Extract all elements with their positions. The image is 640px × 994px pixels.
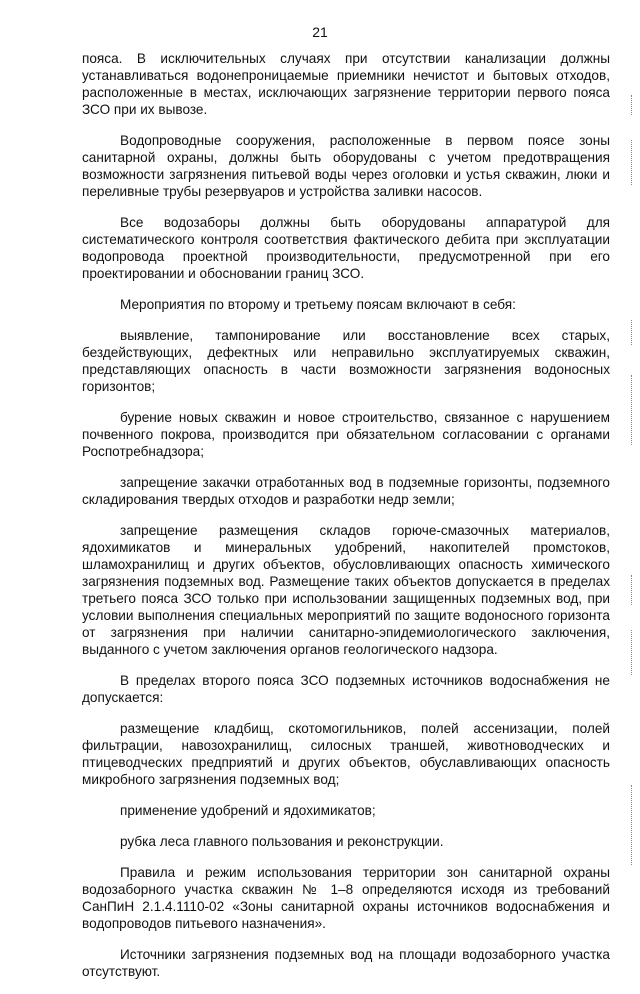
list-item: применение удобрений и ядохимикатов; xyxy=(120,803,376,818)
scan-artifact xyxy=(631,785,636,865)
paragraph: Водопроводные сооружения, расположенные в первом поясе зоны санитарной охраны, должны быть оборудованы с учетом предотвращения возможности загрязнения питьевой воды через оголовки и устья скважин, люки и переливные трубы резервуаров и устройства заливки насосов. xyxy=(82,133,610,199)
scan-artifact xyxy=(631,630,636,675)
page-number: 21 xyxy=(312,24,328,40)
scan-artifact xyxy=(631,95,636,115)
paragraph-continuation: пояса. В исключительных случаях при отсутствии канализации должны устанавливаться водонепроницаемые приемники нечистот и бытовых отходов, расположенные в местах, исключающих загрязнение территории первого пояса ЗСО при их вывозе. xyxy=(82,51,610,117)
scan-artifact xyxy=(631,575,636,605)
document-body xyxy=(82,50,610,994)
scan-artifact xyxy=(631,320,636,345)
paragraph: Правила и режим использования территории зон санитарной охраны водозаборного участка скважин № 1–8 определяются исходя из требований СанПиН 2.1.4.1110-02 «Зоны санитарной охраны источников водоснабжения и водопроводов питьевого назначения». xyxy=(82,865,610,931)
paragraph: Все водозаборы должны быть оборудованы аппаратурой для систематического контроля соответствия фактического дебита при эксплуатации водопровода проектной производительности, предусмотренной при его проектировании и обосновании границ ЗСО. xyxy=(82,215,610,281)
list-item: запрещение закачки отработанных вод в подземные горизонты, подземного складирования твердых отходов и разработки недр земли; xyxy=(82,475,610,507)
list-item: выявление, тампонирование или восстановление всех старых, бездействующих, дефектных или неправильно эксплуатируемых скважин, представляющих опасность в части возможности загрязнения водоносных горизонтов; xyxy=(82,328,610,394)
paragraph: Источники загрязнения подземных вод на площади водозаборного участка отсутствуют. xyxy=(82,947,610,979)
paragraph: Мероприятия по второму и третьему поясам включают в себя: xyxy=(120,297,516,312)
list-item: запрещение размещения складов горюче-смазочных материалов, ядохимикатов и минеральных удобрений, накопителей промстоков, шламохранилищ и других объектов, обусловливающих опасность химического загрязнения подземных вод. Размещение таких объектов допускается в пределах третьего пояса ЗСО только при использовании защищенных подземных вод, при условии выполнения специальных мероприятий по защите водоносного горизонта от загрязнения при наличии санитарно-эпидемиологического заключения, выданного с учетом заключения органов геологического надзора. xyxy=(82,523,610,657)
paragraph: В пределах второго пояса ЗСО подземных источников водоснабжения не допускается: xyxy=(82,673,610,705)
list-item: рубка леса главного пользования и реконструкции. xyxy=(120,834,444,849)
list-item: бурение новых скважин и новое строительство, связанное с нарушением почвенного покрова, производится при обязательном согласовании с органами Роспотребнадзора; xyxy=(82,410,610,459)
scan-artifact xyxy=(631,375,636,445)
list-item: размещение кладбищ, скотомогильников, полей ассенизации, полей фильтрации, навозохранилищ, силосных траншей, животноводческих и птицеводческих предприятий и других объектов, обуславливающих опасность микробного загрязнения подземных вод; xyxy=(82,721,610,787)
scan-artifact xyxy=(631,140,636,185)
